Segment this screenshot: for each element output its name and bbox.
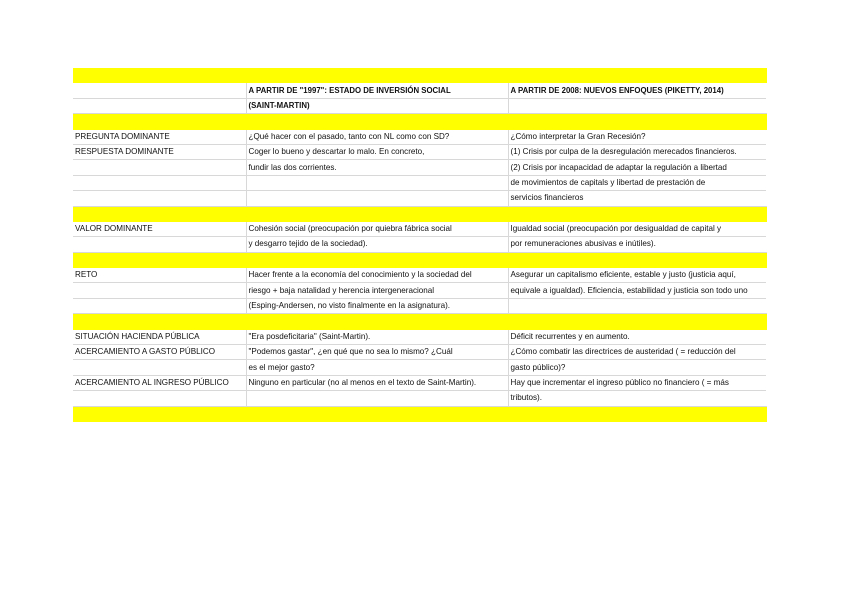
row-label-cell: [73, 391, 246, 406]
table-row: [73, 283, 766, 298]
row-col3-cell: por remuneraciones abusivas e inútiles).: [508, 237, 766, 252]
separator-cell: [246, 314, 508, 329]
yellow-separator-row: [73, 314, 766, 329]
table-row: [73, 144, 766, 159]
yellow-separator-row: [73, 114, 766, 129]
separator-cell: [246, 68, 508, 83]
separator-cell: [246, 252, 508, 267]
separator-cell: [73, 252, 246, 267]
row-label-cell: ACERCAMIENTO AL INGRESO PÚBLICO: [73, 375, 246, 390]
header-col2-cell: (SAINT-MARTIN): [246, 98, 508, 113]
separator-cell: [246, 406, 508, 421]
separator-cell: [508, 206, 766, 221]
table-row: [73, 191, 766, 206]
row-col3-cell: ¿Cómo interpretar la Gran Recesión?: [508, 129, 766, 144]
separator-cell: [73, 206, 246, 221]
row-col2-cell: (Esping-Andersen, no visto finalmente en la asignatura).: [246, 298, 508, 313]
separator-cell: [508, 314, 766, 329]
header-col3-cell: A PARTIR DE 2008: NUEVOS ENFOQUES (PIKETTY, 2014): [508, 83, 766, 98]
yellow-separator-row: [73, 406, 766, 421]
table-row: [73, 175, 766, 190]
table-row: [73, 221, 766, 236]
row-col3-cell: Igualdad social (preocupación por desigualdad de capital y: [508, 221, 766, 236]
separator-cell: [73, 114, 246, 129]
yellow-separator-row: [73, 252, 766, 267]
row-col2-cell: "Podemos gastar", ¿en qué que no sea lo mismo? ¿Cuál: [246, 345, 508, 360]
table-row: [73, 375, 766, 390]
row-col3-cell: tributos).: [508, 391, 766, 406]
table-row: [73, 391, 766, 406]
row-col3-cell: Déficit recurrentes y en aumento.: [508, 329, 766, 344]
separator-cell: [508, 68, 766, 83]
yellow-separator-row: [73, 206, 766, 221]
table-row: [73, 360, 766, 375]
row-label-cell: VALOR DOMINANTE: [73, 221, 246, 236]
row-col2-cell: "Era posdeficitaria" (Saint-Martin).: [246, 329, 508, 344]
row-label-cell: [73, 175, 246, 190]
row-col3-cell: gasto público)?: [508, 360, 766, 375]
separator-cell: [508, 406, 766, 421]
row-col2-cell: ¿Qué hacer con el pasado, tanto con NL como con SD?: [246, 129, 508, 144]
row-col2-cell: y desgarro tejido de la sociedad).: [246, 237, 508, 252]
row-col3-cell: de movimientos de capitals y libertad de prestación de: [508, 175, 766, 190]
row-col2-cell: Ninguno en particular (no al menos en el texto de Saint-Martin).: [246, 375, 508, 390]
separator-cell: [73, 68, 246, 83]
row-col2-cell: [246, 391, 508, 406]
header-label-cell: [73, 83, 246, 98]
table-row: [73, 98, 766, 113]
separator-cell: [73, 314, 246, 329]
row-label-cell: PREGUNTA DOMINANTE: [73, 129, 246, 144]
row-label-cell: [73, 160, 246, 175]
separator-cell: [508, 252, 766, 267]
row-col2-cell: Coger lo bueno y descartar lo malo. En concreto,: [246, 144, 508, 159]
row-col2-cell: fundir las dos corrientes.: [246, 160, 508, 175]
row-col2-cell: es el mejor gasto?: [246, 360, 508, 375]
table-row: [73, 83, 766, 98]
table-row: [73, 329, 766, 344]
row-label-cell: [73, 237, 246, 252]
row-col3-cell: [508, 298, 766, 313]
comparison-table: [73, 68, 767, 422]
header-label-cell: [73, 98, 246, 113]
row-col3-cell: Hay que incrementar el ingreso público no financiero ( = más: [508, 375, 766, 390]
row-col2-cell: [246, 191, 508, 206]
separator-cell: [73, 406, 246, 421]
row-col3-cell: equivale a igualdad). Eficiencia, estabilidad y justicia son todo uno: [508, 283, 766, 298]
table-row: [73, 129, 766, 144]
row-col2-cell: [246, 175, 508, 190]
table-row: [73, 160, 766, 175]
row-label-cell: [73, 298, 246, 313]
separator-cell: [508, 114, 766, 129]
row-label-cell: ACERCAMIENTO A GASTO PÚBLICO: [73, 345, 246, 360]
table-row: [73, 298, 766, 313]
row-label-cell: RETO: [73, 268, 246, 283]
row-col2-cell: Cohesión social (preocupación por quiebra fábrica social: [246, 221, 508, 236]
separator-cell: [246, 206, 508, 221]
row-label-cell: RESPUESTA DOMINANTE: [73, 144, 246, 159]
row-col3-cell: (2) Crisis por incapacidad de adaptar la regulación a libertad: [508, 160, 766, 175]
row-label-cell: [73, 191, 246, 206]
row-label-cell: [73, 360, 246, 375]
row-col2-cell: Hacer frente a la economía del conocimiento y la sociedad del: [246, 268, 508, 283]
table-row: [73, 268, 766, 283]
row-col3-cell: (1) Crisis por culpa de la desregulación merecados financieros.: [508, 144, 766, 159]
header-col3-cell: [508, 98, 766, 113]
row-label-cell: [73, 283, 246, 298]
row-col3-cell: ¿Cómo combatir las directrices de austeridad ( = reducción del: [508, 345, 766, 360]
separator-cell: [246, 114, 508, 129]
row-col2-cell: riesgo + baja natalidad y herencia intergeneracional: [246, 283, 508, 298]
row-label-cell: SITUACIÓN HACIENDA PÚBLICA: [73, 329, 246, 344]
table-row: [73, 237, 766, 252]
yellow-separator-row: [73, 68, 766, 83]
row-col3-cell: servicios financieros: [508, 191, 766, 206]
table-row: [73, 345, 766, 360]
row-col3-cell: Asegurar un capitalismo eficiente, estable y justo (justicia aquí,: [508, 268, 766, 283]
header-col2-cell: A PARTIR DE "1997": ESTADO DE INVERSIÓN SOCIAL: [246, 83, 508, 98]
